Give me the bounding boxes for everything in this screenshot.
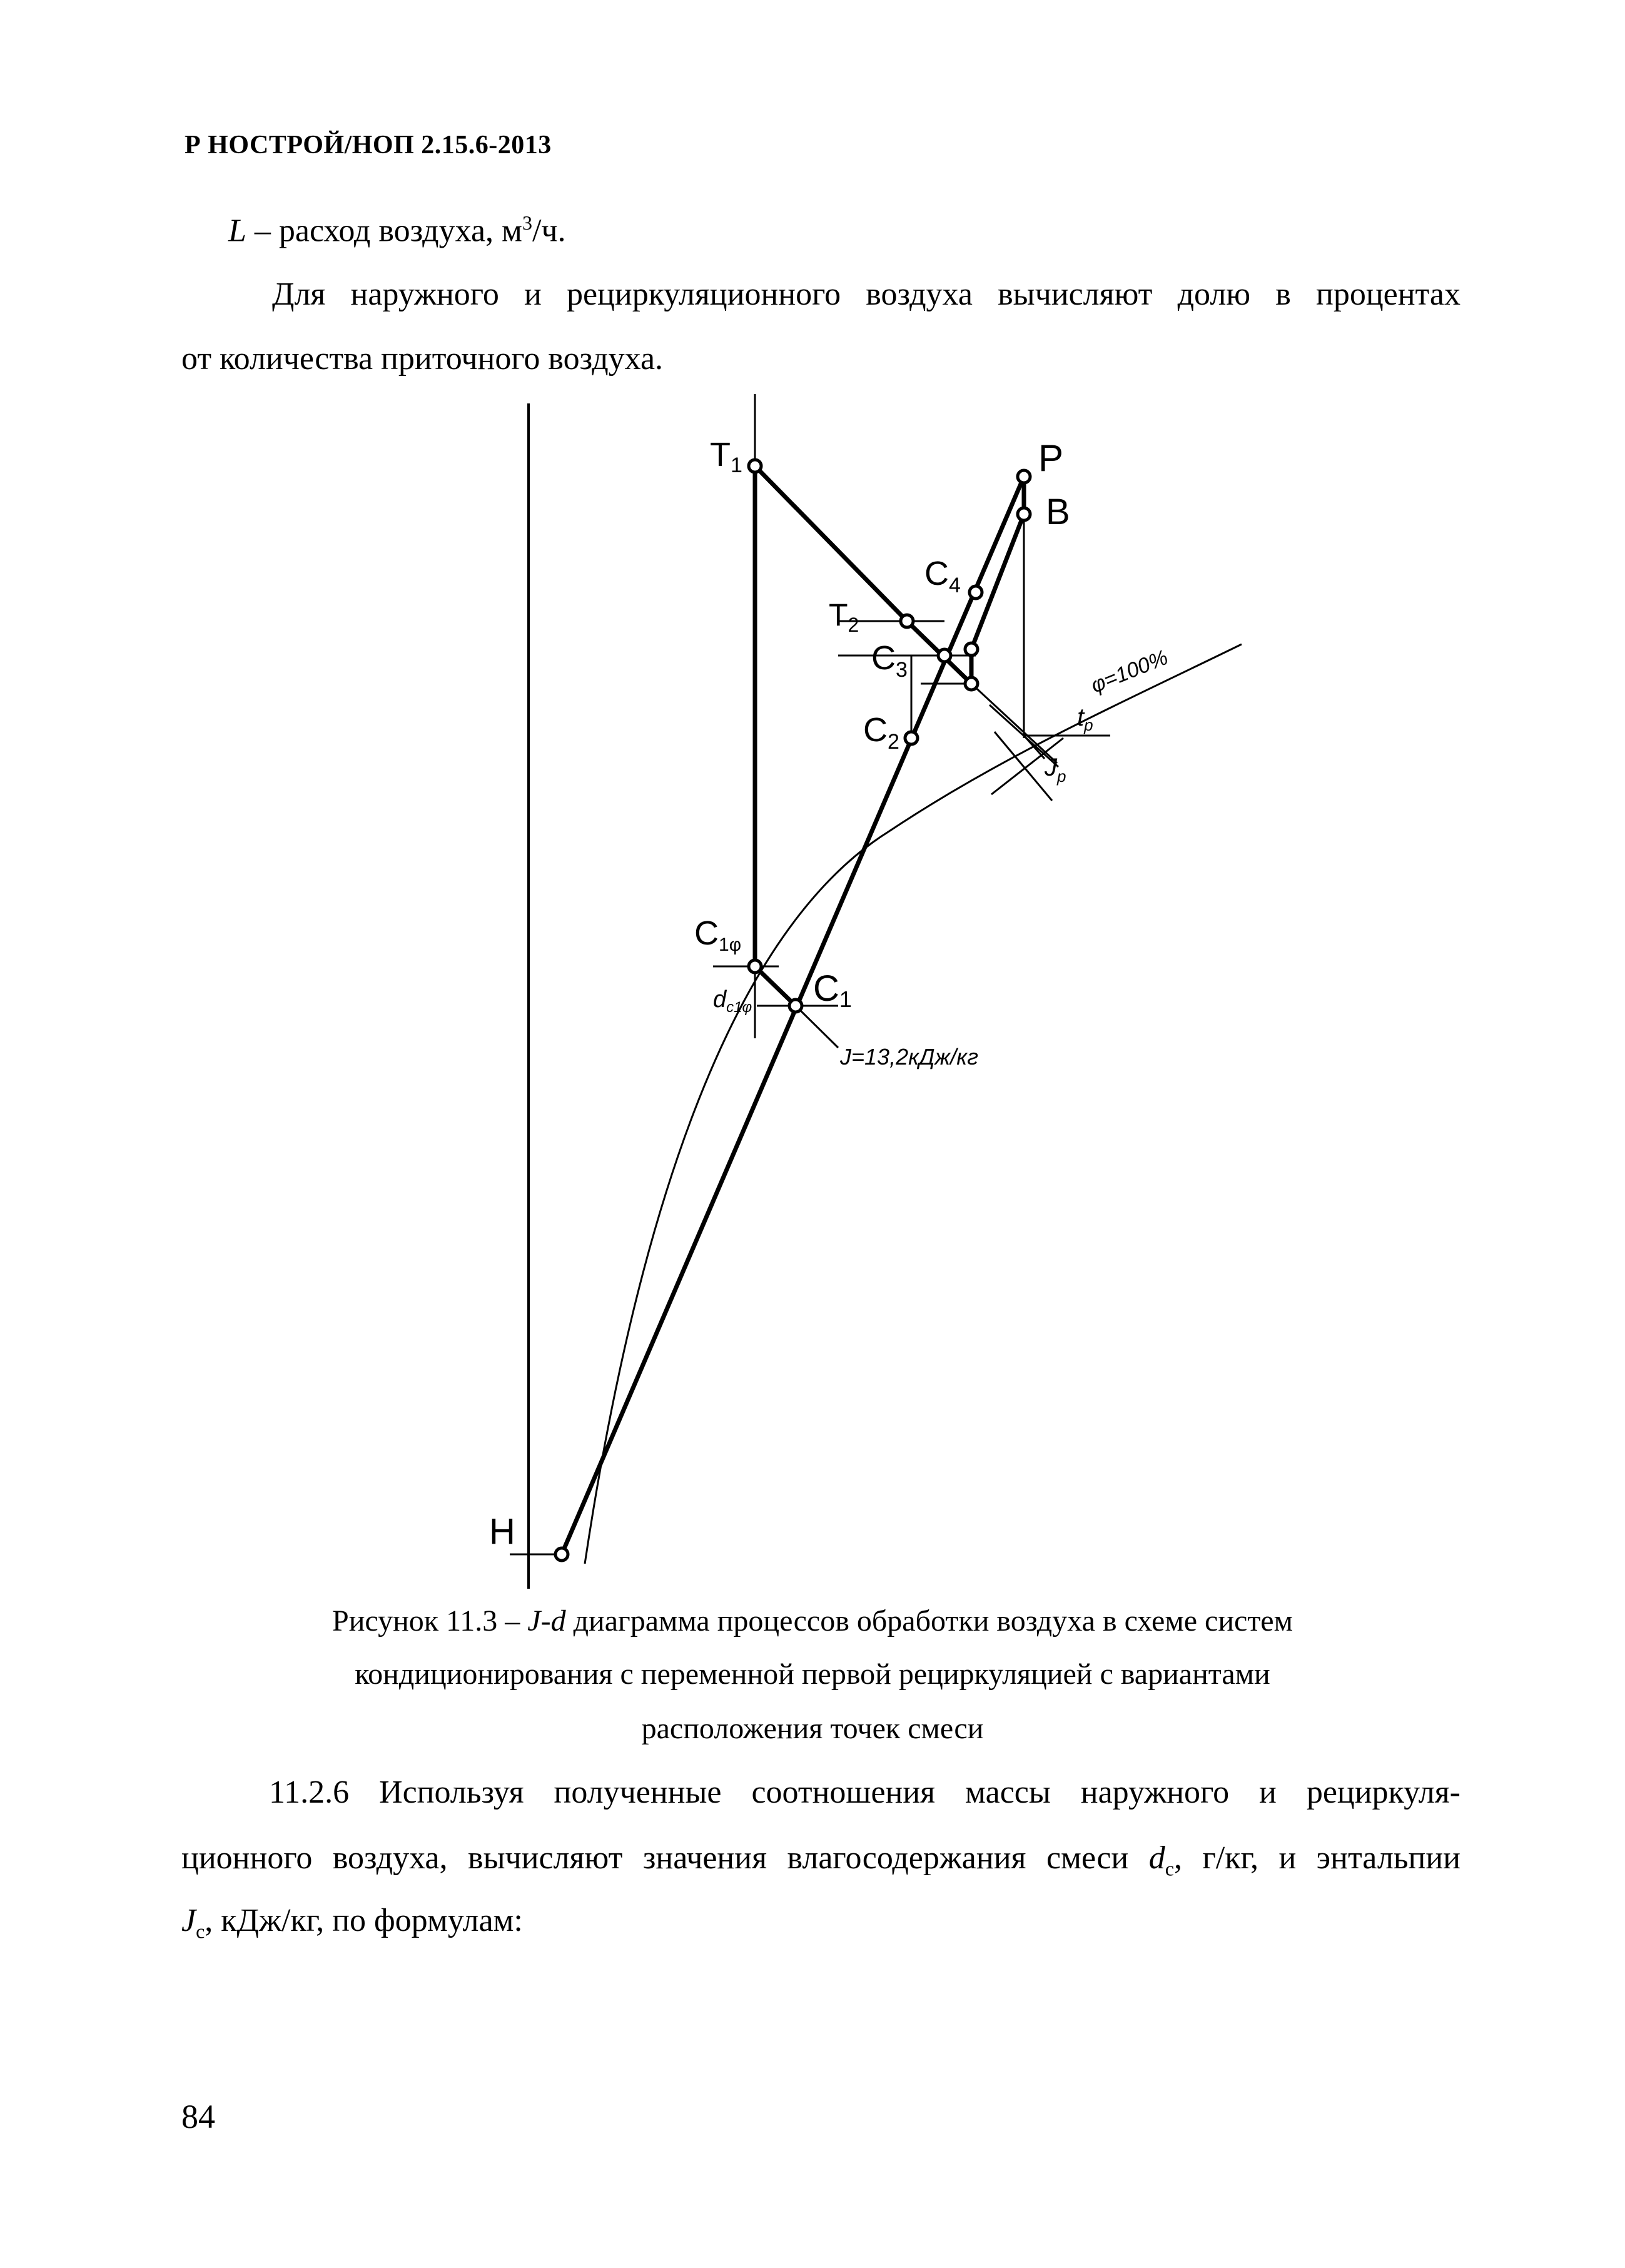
label-b: B [1046, 492, 1070, 532]
saturation-curve [585, 644, 1242, 1564]
label-dc1phi: $d_{c1\varphi}$ [713, 986, 752, 1016]
point-p [1018, 470, 1030, 483]
paragraph-2-line-1: 11.2.6 Используя полученные соотношения массы наружного и рециркуля- [269, 1774, 1460, 1810]
point-c3-upper [965, 643, 978, 656]
label-c2: $C_2$ [863, 711, 899, 754]
unit-superscript: 3 [522, 211, 532, 234]
paragraph-1-line-2: от количества приточного воздуха. [181, 341, 664, 377]
point-c1 [789, 1000, 802, 1012]
paragraph-2-line-3 [181, 1905, 523, 1941]
dew-point-line-upper [971, 684, 1057, 763]
definition-dash: – [246, 213, 279, 249]
paragraph-2-line-2 [181, 1842, 1460, 1878]
label-c1: C1 [813, 968, 852, 1012]
label-j-value: J=13,2кДж/кг [840, 1044, 978, 1070]
figure-caption-line-2: кондиционирования с переменной первой рециркуляцией с вариантами [355, 1658, 1270, 1691]
symbol-L: L [228, 213, 246, 249]
symbol-j-subscript: с [196, 1920, 205, 1943]
c1phi-c1-line [755, 966, 796, 1006]
point-c3-lower [965, 677, 978, 690]
caption-jd-symbol: J-d [527, 1604, 566, 1638]
paragraph-2-line-2-end: , г/кг, и энтальпии [1173, 1840, 1460, 1876]
label-jp: $J_p$ [1045, 754, 1066, 786]
symbol-d-subscript: с [1165, 1857, 1174, 1880]
caption-rest: диаграмма процессов обработки воздуха в схеме систем [565, 1604, 1293, 1638]
label-p: P [1038, 437, 1064, 479]
jp-leader-line [1024, 736, 1045, 759]
point-c3 [938, 649, 951, 662]
label-c3: $C_3$ [871, 639, 908, 682]
h-p-mixing-line [562, 477, 1024, 1554]
point-c1phi [749, 960, 761, 973]
label-h: H [489, 1511, 515, 1552]
point-c4 [969, 586, 982, 599]
label-c1phi: C1φ [694, 914, 742, 955]
paragraph-1-line-1: Для наружного и рециркуляционного воздуха вычисляют долю в процентах [272, 276, 1460, 312]
definition-unit: /ч. [532, 213, 566, 249]
label-t1: T1 [710, 436, 742, 477]
definition-text: расход воздуха, м [278, 213, 522, 249]
paragraph-2-line-3-text: , кДж/кг, по формулам: [205, 1903, 523, 1938]
paragraph-2-line-2-text: ционного воздуха, вычисляют значения влагосодержания смеси [181, 1840, 1149, 1876]
figure-caption-line-3: расположения точек смеси [641, 1712, 984, 1745]
symbol-d: d [1148, 1840, 1165, 1876]
label-t2: $T_2$ [829, 597, 859, 636]
page-number: 84 [181, 2098, 215, 2135]
label-c4: $C_4$ [924, 555, 961, 597]
j-leader-line [796, 1006, 838, 1048]
point-t1 [749, 460, 761, 472]
point-h [555, 1548, 568, 1561]
symbol-j: J [181, 1903, 196, 1938]
document-code-header: Р НОСТРОЙ/НОП 2.15.6-2013 [185, 131, 552, 159]
caption-prefix: Рисунок 11.3 – [332, 1604, 528, 1638]
label-tp: $t_p$ [1077, 704, 1093, 734]
point-c2 [905, 732, 918, 744]
label-phi-100: φ=100% [1087, 645, 1172, 698]
figure-caption-line-1 [0, 1606, 1625, 1636]
point-b [1018, 508, 1030, 520]
point-t2 [901, 615, 913, 627]
